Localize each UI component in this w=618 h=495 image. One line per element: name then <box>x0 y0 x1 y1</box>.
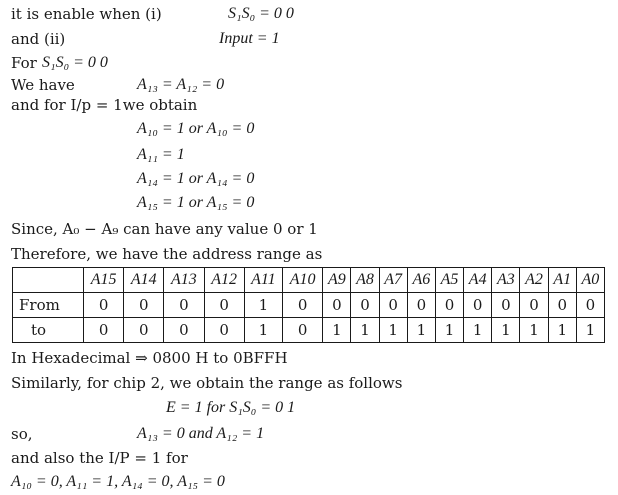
line-and-ii-label: and (ii) <box>11 30 66 48</box>
line-we-have-label: We have <box>11 76 75 94</box>
table-cell: 1 <box>379 318 407 343</box>
table-cell: 0 <box>84 318 124 343</box>
table-cell: 1 <box>407 318 435 343</box>
table-cell: 0 <box>323 293 351 318</box>
table-cell: 0 <box>492 293 520 318</box>
line-and-also: and also the I/P = 1 for <box>11 449 188 467</box>
table-row-to <box>13 318 605 343</box>
line-since: Since, A₀ − A₉ can have any value 0 or 1 <box>11 220 318 238</box>
line-and-for-ip: and for I/p = 1we obtain <box>11 96 198 114</box>
line-a14-math: A₁₄ = 1 or A₁₄ = 0 <box>137 170 255 187</box>
table-cell: 0 <box>84 293 124 318</box>
table-header-cell: A3 <box>492 268 520 293</box>
table-cell: 0 <box>351 293 379 318</box>
table-row-from <box>13 293 605 318</box>
table-cell: 0 <box>204 293 244 318</box>
table-header-cell: A8 <box>351 268 379 293</box>
table-cell: 1 <box>435 318 463 343</box>
table-row-label: From <box>13 293 84 318</box>
table-header-row <box>13 268 605 293</box>
table-cell: 0 <box>164 293 204 318</box>
line-so-label: so, <box>11 425 33 443</box>
table-cell: 0 <box>407 293 435 318</box>
table-header-cell: A5 <box>435 268 463 293</box>
address-range-table <box>12 267 605 343</box>
table-cell: 0 <box>164 318 204 343</box>
line-hexadecimal: In Hexadecimal ⇒ 0800 H to 0BFFH <box>11 349 288 367</box>
line-a10-math: A₁₀ = 1 or A₁₀ = 0 <box>137 120 255 137</box>
table-corner-cell <box>13 268 84 293</box>
line-for-math: S₁S₀ = 0 0 <box>42 54 108 71</box>
line-enable-condition-math: S₁S₀ = 0 0 <box>228 5 294 22</box>
table-cell: 1 <box>576 318 604 343</box>
table-header-cell: A12 <box>204 268 244 293</box>
table-header-cell: A4 <box>464 268 492 293</box>
table-cell: 1 <box>520 318 548 343</box>
table-cell: 1 <box>464 318 492 343</box>
table-cell: 1 <box>351 318 379 343</box>
table-cell: 0 <box>283 293 323 318</box>
table-header-cell: A2 <box>520 268 548 293</box>
table-header-cell: A11 <box>244 268 282 293</box>
table-header-cell: A1 <box>548 268 576 293</box>
line-a11-math: A₁₁ = 1 <box>137 146 185 163</box>
table-cell: 0 <box>576 293 604 318</box>
table-cell: 0 <box>283 318 323 343</box>
table-header-cell: A10 <box>283 268 323 293</box>
table-cell: 0 <box>464 293 492 318</box>
table-cell: 1 <box>548 318 576 343</box>
line-for-label: For <box>11 54 37 72</box>
table-header-cell: A9 <box>323 268 351 293</box>
table-cell: 1 <box>492 318 520 343</box>
table-row-label: to <box>13 318 84 343</box>
table-cell: 1 <box>244 318 282 343</box>
table-cell: 1 <box>244 293 282 318</box>
table-cell: 0 <box>435 293 463 318</box>
table-header-cell: A13 <box>164 268 204 293</box>
table-cell: 0 <box>204 318 244 343</box>
table-cell: 0 <box>520 293 548 318</box>
line-a15-math: A₁₅ = 1 or A₁₅ = 0 <box>137 194 255 211</box>
table-cell: 0 <box>124 293 164 318</box>
line-final-math: A₁₀ = 0, A₁₁ = 1, A₁₄ = 0, A₁₅ = 0 <box>11 473 225 490</box>
line-similarly: Similarly, for chip 2, we obtain the range as follows <box>11 374 403 392</box>
line-therefore: Therefore, we have the address range as <box>11 245 323 263</box>
table-cell: 0 <box>379 293 407 318</box>
table-header-cell: A6 <box>407 268 435 293</box>
table-header-cell: A0 <box>576 268 604 293</box>
table-header-cell: A15 <box>84 268 124 293</box>
line-so-math: A₁₃ = 0 and A₁₂ = 1 <box>137 425 265 442</box>
table-cell: 0 <box>124 318 164 343</box>
table-cell: 0 <box>548 293 576 318</box>
table-cell: 1 <box>323 318 351 343</box>
line-we-have-math: A₁₃ = A₁₂ = 0 <box>137 76 225 93</box>
line-input-math: Input = 1 <box>219 30 280 47</box>
line-e-math: E = 1 for S₁S₀ = 0 1 <box>166 399 296 416</box>
table-header-cell: A14 <box>124 268 164 293</box>
table-header-cell: A7 <box>379 268 407 293</box>
line-enable-condition-label: it is enable when (i) <box>11 5 162 23</box>
